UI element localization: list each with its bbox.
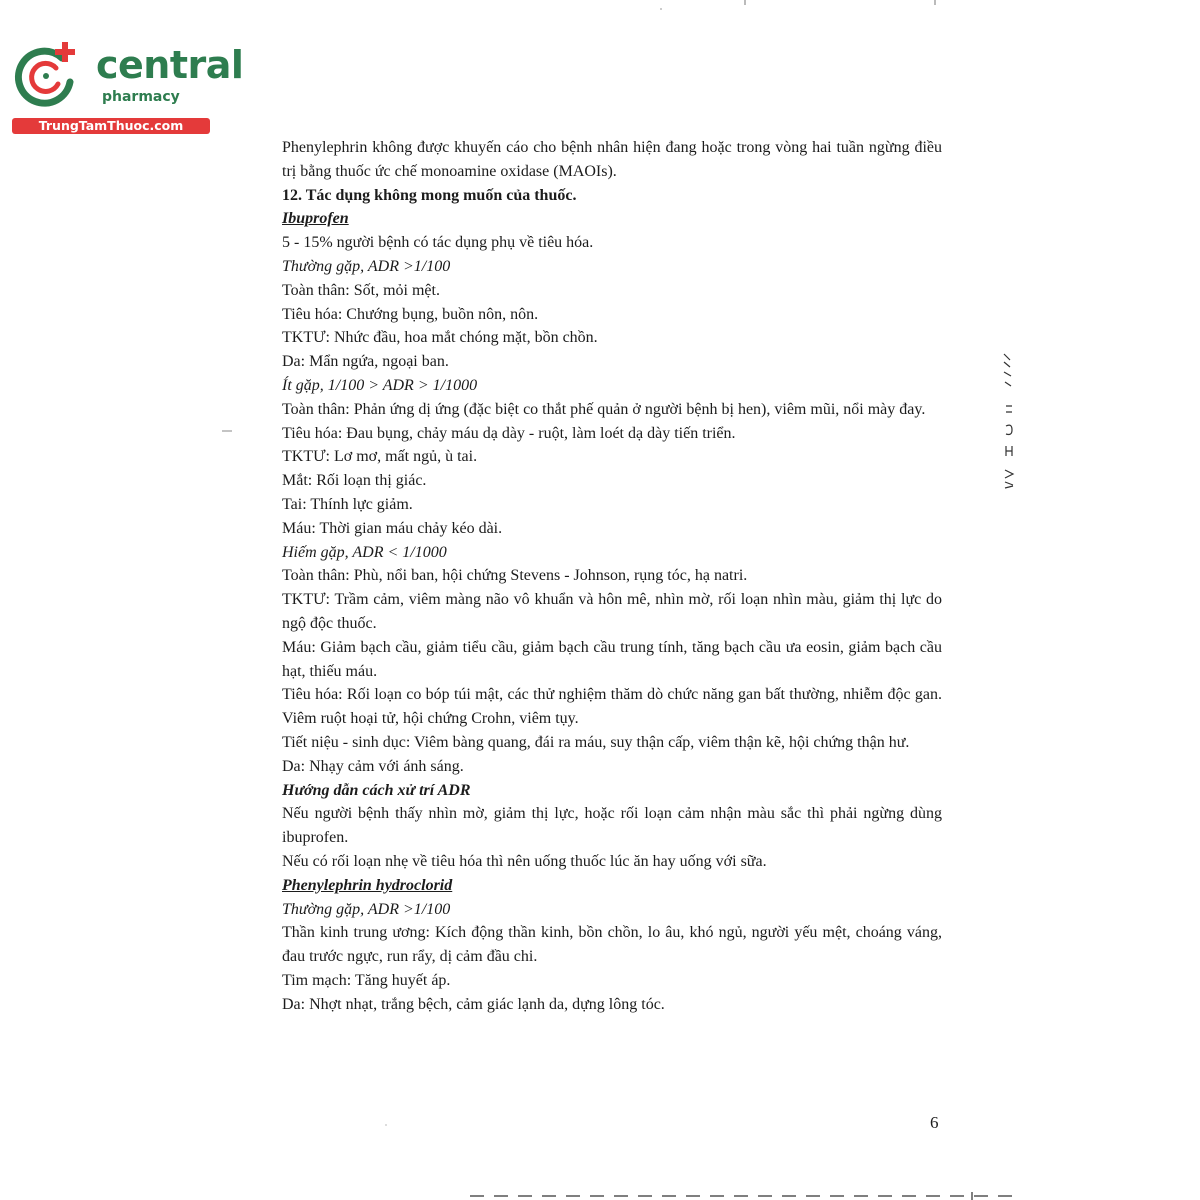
- logo-website-badge: TrungTamThuoc.com: [12, 118, 210, 134]
- frequency-label: Thường gặp, ADR >1/100: [282, 900, 451, 918]
- body-paragraph: Tiết niệu - sinh dục: Viêm bàng quang, đái ra máu, suy thận cấp, viêm thận kẽ, hội chứng thận hư.: [282, 733, 910, 751]
- body-paragraph: TKTƯ: Nhức đầu, hoa mắt chóng mặt, bồn chồn.: [282, 329, 598, 347]
- body-paragraph: Tiêu hóa: Rối loạn co bóp túi mật, các thử nghiệm thăm dò chức năng gan bất thường, nhiễm độc gan. Viêm ruột hoại tử, hội chứng Crohn, viêm tụy.: [282, 686, 942, 728]
- body-paragraph: Nếu có rối loạn nhẹ về tiêu hóa thì nên uống thuốc lúc ăn hay uống với sữa.: [282, 852, 767, 870]
- body-paragraph: Da: Nhợt nhạt, trắng bệch, cảm giác lạnh da, dựng lông tóc.: [282, 995, 665, 1013]
- document-body: [282, 136, 942, 1016]
- body-paragraph: Tiêu hóa: Đau bụng, chảy máu dạ dày - ruột, làm loét dạ dày tiến triển.: [282, 424, 736, 442]
- drug-subheading: Phenylephrin hydroclorid: [282, 876, 453, 894]
- body-paragraph: Toàn thân: Phù, nổi ban, hội chứng Stevens - Johnson, rụng tóc, hạ natri.: [282, 567, 748, 585]
- frequency-label: Hiếm gặp, ADR < 1/1000: [282, 543, 447, 561]
- body-paragraph: Toàn thân: Phản ứng dị ứng (đặc biệt co thắt phế quản ở người bệnh bị hen), viêm mũi, nổi mày đay.: [282, 400, 926, 418]
- body-paragraph: 5 - 15% người bệnh có tác dụng phụ về tiêu hóa.: [282, 234, 594, 252]
- body-paragraph: Tai: Thính lực giảm.: [282, 495, 413, 513]
- section-heading: 12. Tác dụng không mong muốn của thuốc.: [282, 186, 577, 204]
- body-paragraph: Da: Mẩn ngứa, ngoại ban.: [282, 353, 449, 371]
- body-paragraph: Da: Nhạy cảm với ánh sáng.: [282, 757, 464, 775]
- pharmacy-cross-logo-icon: [10, 38, 82, 110]
- body-paragraph: TKTƯ: Trầm cảm, viêm màng não vô khuẩn và hôn mê, nhìn mờ, rối loạn nhìn màu, giảm thị lực do ngộ độc thuốc.: [282, 591, 942, 632]
- logo-subtitle: pharmacy: [102, 89, 180, 105]
- body-paragraph: Nếu người bệnh thấy nhìn mờ, giảm thị lực, hoặc rối loạn cảm nhận màu sắc thì phải ngừng dùng ibuprofen.: [282, 805, 942, 847]
- frequency-label: Thường gặp, ADR >1/100: [282, 257, 451, 275]
- body-paragraph: Toàn thân: Sốt, mỏi mệt.: [282, 281, 440, 299]
- body-paragraph: Mắt: Rối loạn thị giác.: [282, 472, 427, 490]
- central-pharmacy-logo: [10, 38, 244, 138]
- frequency-label: Ít gặp, 1/100 > ADR > 1/1000: [282, 376, 478, 394]
- body-paragraph: Tim mạch: Tăng huyết áp.: [282, 971, 451, 989]
- body-paragraph: Máu: Thời gian máu chảy kéo dài.: [282, 519, 503, 537]
- margin-stamp-marks: [996, 350, 1022, 500]
- body-paragraph: Thần kinh trung ương: Kích động thần kinh, bồn chồn, lo âu, khó ngủ, người yếu mệt, choáng váng, đau trước ngực, run rẩy, dị cảm đầu chi.: [282, 924, 942, 966]
- body-paragraph: Máu: Giảm bạch cầu, giảm tiểu cầu, giảm bạch cầu trung tính, tăng bạch cầu ưa eosin, giảm bạch cầu hạt, thiếu máu.: [282, 638, 942, 680]
- body-paragraph: Phenylephrin không được khuyến cáo cho bệnh nhân hiện đang hoặc trong vòng hai tuần ngừng điều trị bằng thuốc ức chế monoamine oxidase (MAOIs).: [282, 139, 942, 180]
- page-number: 6: [930, 1113, 939, 1132]
- body-paragraph: Tiêu hóa: Chướng bụng, buồn nôn, nôn.: [282, 305, 539, 323]
- body-paragraph: TKTƯ: Lơ mơ, mất ngủ, ù tai.: [282, 448, 478, 466]
- logo-name: central: [96, 43, 244, 87]
- guidance-subheading: Hướng dẫn cách xử trí ADR: [282, 781, 471, 799]
- drug-subheading: Ibuprofen: [282, 210, 349, 228]
